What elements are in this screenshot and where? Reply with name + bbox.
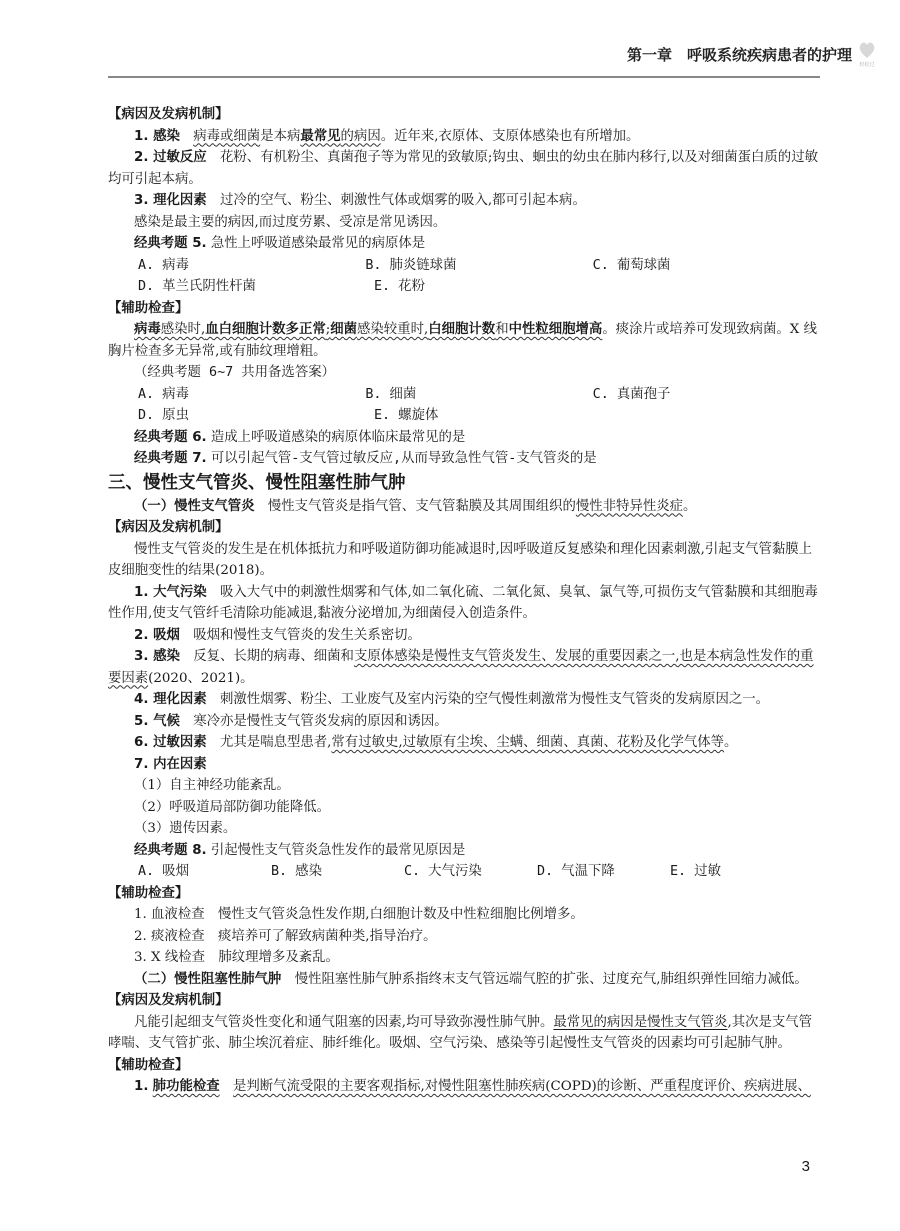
paragraph: 3. 理化因素 过冷的空气、粉尘、刺激性气体或烟雾的吸入,都可引起本病。 bbox=[134, 193, 586, 208]
paragraph: 2. 吸烟 吸烟和慢性支气管炎的发生关系密切。 bbox=[134, 627, 421, 643]
paragraph: 2. 过敏反应 花粉、有机粉尘、真菌孢子等为常见的致敏原;钩虫、蛔虫的幼虫在肺内移行,以及对细菌蛋白质的过敏均可引起本病。 bbox=[108, 150, 818, 187]
section-heading: 【辅助检查】 bbox=[108, 885, 189, 901]
paragraph: 4. 理化因素 刺激性烟雾、粉尘、工业废气及室内污染的空气慢性刺激常为慢性支气管炎的发病原因之一。 bbox=[134, 692, 770, 707]
paragraph: 3. 感染 反复、长期的病毒、细菌和支原体感染是慢性支气管炎发生、发展的重要因素之一,也是本病急性发作的重要因素(2020、2021)。 bbox=[108, 649, 814, 686]
chapter-header: 第一章 呼吸系统疾病患者的护理 bbox=[626, 46, 852, 64]
paragraph: 7. 内在因素 bbox=[134, 756, 207, 772]
list-item: 2. 痰液检查 痰培养可了解致病菌种类,指导治疗。 bbox=[134, 928, 437, 944]
section-heading: 【病因及发病机制】 bbox=[108, 993, 229, 1008]
options: A. 病毒 B. 肺炎链球菌 C. 葡萄球菌 bbox=[138, 257, 671, 273]
options: A. 吸烟 B. 感染 C. 大气污染 D. 气温下降 E. 过敏 bbox=[138, 864, 721, 879]
list-item: 3. X 线检查 肺纹理增多及紊乱。 bbox=[134, 950, 339, 965]
paragraph: 感染是最主要的病因,而过度劳累、受凉是常见诱因。 bbox=[134, 214, 447, 230]
list-item: （3）遗传因素。 bbox=[134, 821, 237, 836]
page-number: 3 bbox=[801, 1158, 810, 1175]
exam-question: 经典考题 7. 可以引起气管-支气管过敏反应,从而导致急性气管-支气管炎的是 bbox=[134, 451, 597, 466]
header-rule bbox=[108, 76, 820, 78]
paragraph: 5. 气候 寒冷亦是慢性支气管炎发病的原因和诱因。 bbox=[134, 713, 448, 729]
paragraph: 1. 大气污染 吸入大气中的刺激性烟雾和气体,如二氧化硫、二氧化氮、臭氧、氯气等,可损伤支气管黏膜和其细胞毒性作用,使支气管纤毛清除功能减退,黏液分泌增加,为细菌侵入创造条件。 bbox=[108, 584, 818, 621]
svg-text:轻松过: 轻松过 bbox=[859, 62, 875, 68]
section-heading: 【病因及发病机制】 bbox=[108, 107, 229, 122]
exam-question: 经典考题 5. 急性上呼吸道感染最常见的病原体是 bbox=[134, 236, 426, 251]
list-item: （2）呼吸道局部防御功能降低。 bbox=[134, 799, 330, 815]
section-heading: 【辅助检查】 bbox=[108, 300, 189, 316]
paragraph: （二）慢性阻塞性肺气肿 慢性阻塞性肺气肿系指终末支气管远端气腔的扩张、过度充气,肺组织弹性回缩力减低。 bbox=[134, 971, 808, 987]
paragraph: 凡能引起细支气管炎性变化和通气阻塞的因素,均可导致弥漫性肺气肿。最常见的病因是慢性支气管炎,其次是支气管哮喘、支气管扩张、肺尘埃沉着症、肺纤维化。吸烟、空气污染、感染等引起慢性支气管炎的因素均可引起肺气肿。 bbox=[108, 1014, 813, 1051]
paragraph: 1. 感染 病毒或细菌是本病最常见的病因。近年来,衣原体、支原体感染也有所增加。 bbox=[134, 127, 640, 144]
options: D. 原虫 E. 螺旋体 bbox=[138, 408, 439, 423]
list-item: 1. 血液检查 慢性支气管炎急性发作期,白细胞计数及中性粒细胞比例增多。 bbox=[134, 907, 584, 922]
list-item: （1）自主神经功能紊乱。 bbox=[134, 778, 290, 793]
exam-note: （经典考题 6~7 共用备选答案） bbox=[134, 365, 335, 380]
section-heading: 【病因及发病机制】 bbox=[108, 520, 229, 535]
paragraph: 1. 肺功能检查 是判断气流受限的主要客观指标,对慢性阻塞性肺疾病(COPD)的诊断、严重程度评价、疾病进展、 bbox=[134, 1079, 811, 1094]
paragraph: （一）慢性支气管炎 慢性支气管炎是指气管、支气管黏膜及其周围组织的慢性非特异性炎症。 bbox=[134, 498, 697, 514]
paragraph: 6. 过敏因素 尤其是喘息型患者,常有过敏史,过敏原有尘埃、尘螨、细菌、真菌、花粉及化学气体等。 bbox=[134, 735, 738, 750]
page-content bbox=[108, 104, 820, 1098]
paragraph: 病毒感染时,血白细胞计数多正常;细菌感染较重时,白细胞计数和中性粒细胞增高。痰涂片或培养可发现致病菌。X 线胸片检查多无异常,或有肺纹理增粗。 bbox=[108, 321, 817, 359]
options: D. 革兰氏阴性杆菌 E. 花粉 bbox=[138, 279, 425, 294]
section-title: 三、慢性支气管炎、慢性阻塞性肺气肿 bbox=[108, 472, 406, 493]
exam-question: 经典考题 8. 引起慢性支气管炎急性发作的最常见原因是 bbox=[134, 842, 466, 858]
section-heading: 【辅助检查】 bbox=[108, 1057, 189, 1073]
exam-question: 经典考题 6. 造成上呼吸道感染的病原体临床最常见的是 bbox=[134, 429, 466, 445]
heart-logo-icon bbox=[856, 38, 878, 68]
paragraph: 慢性支气管炎的发生是在机体抵抗力和呼吸道防御功能减退时,因呼吸道反复感染和理化因素刺激,引起支气管黏膜上皮细胞变性的结果(2018)。 bbox=[108, 541, 813, 578]
options: A. 病毒 B. 细菌 C. 真菌孢子 bbox=[138, 386, 671, 402]
